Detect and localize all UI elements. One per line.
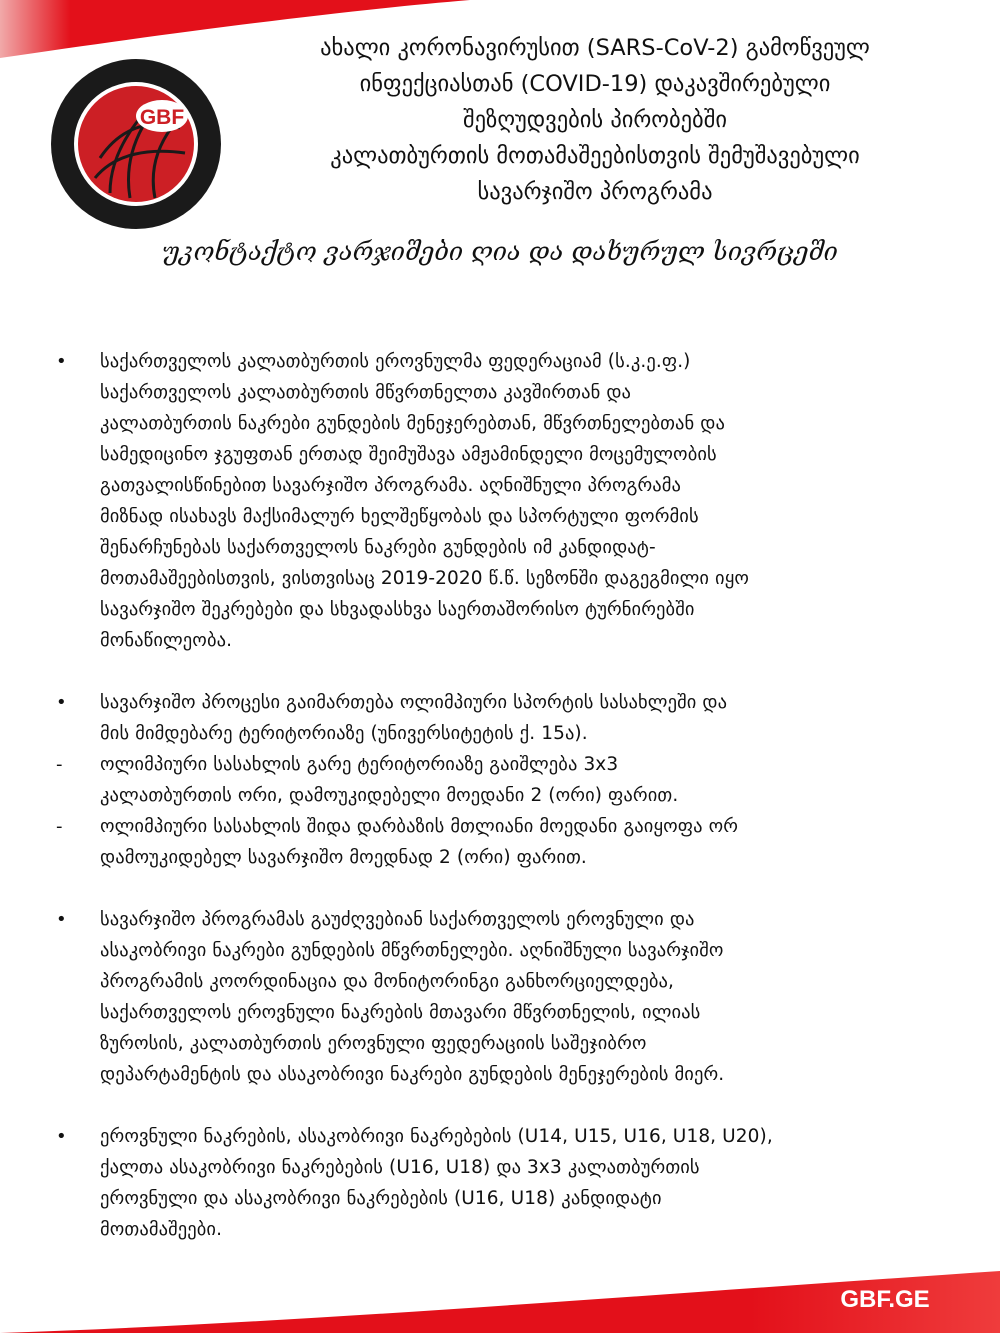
paragraph-text bbox=[100, 687, 956, 749]
bullet-paragraph bbox=[56, 346, 956, 656]
bullet-paragraph bbox=[56, 1121, 956, 1245]
paragraph-text bbox=[100, 749, 956, 811]
text-line: კალათბურთის ორი, დამოუკიდებელი მოედანი 2 (ორი) ფარით. bbox=[100, 785, 679, 806]
text-line: მოთამაშეებისთვის, ვისთვისაც 2019-2020 წ.წ. სეზონში დაგეგმილი იყო bbox=[100, 568, 750, 589]
text-line: სავარჯიშო შეკრებები და სხვადასხვა საერთაშორისო ტურნირებში bbox=[100, 599, 695, 620]
text-line: დეპარტამენტის და ასაკობრივი ნაკრები გუნდების მენეჯერების მიერ. bbox=[100, 1064, 725, 1085]
text-line: სავარჯიშო პროცესი გაიმართება ოლიმპიური სპორტის სასახლეში და bbox=[100, 692, 728, 713]
subtitle: უკონტაქტო ვარჯიშები ღია და დახურულ სივრცეში bbox=[162, 237, 838, 266]
title-line: კალათბურთის მოთამაშეებისთვის შემუშავებული bbox=[330, 143, 860, 169]
text-line: შენარჩუნებას საქართველოს ნაკრები გუნდების იმ კანდიდატ- bbox=[100, 537, 656, 558]
bullet-marker: • bbox=[56, 351, 67, 372]
dash-paragraph bbox=[56, 749, 956, 811]
dash-marker: - bbox=[56, 816, 63, 837]
bullet-marker: • bbox=[56, 909, 67, 930]
text-line: საქართველოს კალათბურთის ეროვნულმა ფედერაციამ (ს.კ.ე.ფ.) bbox=[100, 351, 691, 372]
text-line: დამოუკიდებელ სავარჯიშო მოედნად 2 (ორი) ფარით. bbox=[100, 847, 587, 868]
text-line: მის მიმდებარე ტერიტორიაზე (უნივერსიტეტის ქ. 15ა). bbox=[100, 723, 588, 744]
text-line: საქართველოს ეროვნული ნაკრების მთავარი მწვრთნელის, ილიას bbox=[100, 1002, 701, 1023]
bullet-marker: • bbox=[56, 1126, 67, 1147]
text-line: კალათბურთის ნაკრები გუნდების მენეჯერებთან, მწვრთნელებთან და bbox=[100, 413, 725, 434]
dash-marker: - bbox=[56, 754, 63, 775]
bullet-paragraph bbox=[56, 687, 956, 749]
text-line: ასაკობრივი ნაკრები გუნდების მწვრთნელები. აღნიშნული სავარჯიშო bbox=[100, 940, 724, 961]
title-line: შეზღუდვების პირობებში bbox=[462, 107, 727, 133]
paragraph-text bbox=[100, 811, 956, 873]
title-line: ახალი კორონავირუსით (SARS-CoV-2) გამოწვეულ bbox=[320, 35, 870, 61]
text-line: სამედიცინო ჯგუფთან ერთად შეიმუშავა ამჟამინდელი მოცემულობის bbox=[100, 444, 717, 465]
text-line: ეროვნული და ასაკობრივი ნაკრებების (U16, U18) კანდიდატი bbox=[100, 1188, 662, 1209]
text-line: ოლიმპიური სასახლის შიდა დარბაზის მთლიანი მოედანი გაიყოფა ორ bbox=[100, 816, 739, 837]
header-title bbox=[240, 30, 950, 210]
paragraph-text bbox=[100, 904, 956, 1090]
text-line: საქართველოს კალათბურთის მწვრთნელთა კავშირთან და bbox=[100, 382, 632, 403]
text-line: გათვალისწინებით სავარჯიშო პროგრამა. აღნიშნული პროგრამა bbox=[100, 475, 682, 496]
title-line: ინფექციასთან (COVID-19) დაკავშირებული bbox=[359, 71, 831, 97]
bullet-paragraph bbox=[56, 904, 956, 1090]
text-line: ქალთა ასაკობრივი ნაკრებების (U16, U18) და 3x3 კალათბურთის bbox=[100, 1157, 700, 1178]
document-body bbox=[56, 346, 956, 1276]
bullet-marker: • bbox=[56, 692, 67, 713]
text-line: სავარჯიშო პროგრამას გაუძღვებიან საქართველოს ეროვნული და bbox=[100, 909, 695, 930]
text-line: მიზნად ისახავს მაქსიმალურ ხელშეწყობას და სპორტული ფორმის bbox=[100, 506, 699, 527]
dash-paragraph bbox=[56, 811, 956, 873]
text-line: პროგრამის კოორდინაცია და მონიტორინგი განხორციელდება, bbox=[100, 971, 674, 992]
text-line: ზუროსის, კალათბურთის ეროვნული ფედერაციის საშეჯიბრო bbox=[100, 1033, 647, 1054]
text-line: მოთამაშეები. bbox=[100, 1219, 223, 1240]
paragraph-text bbox=[100, 346, 956, 656]
logo-monogram: GBF bbox=[139, 106, 185, 129]
text-line: ოლიმპიური სასახლის გარე ტერიტორიაზე გაიშლება 3x3 bbox=[100, 754, 619, 775]
text-line: ეროვნული ნაკრების, ასაკობრივი ნაკრებების (U14, U15, U16, U18, U20), bbox=[100, 1126, 773, 1147]
gbf-logo bbox=[50, 58, 222, 230]
title-line: სავარჯიშო პროგრამა bbox=[477, 179, 713, 205]
text-line: მონაწილეობა. bbox=[100, 630, 233, 651]
paragraph-text bbox=[100, 1121, 956, 1245]
footer-url[interactable]: GBF.GE bbox=[840, 1286, 930, 1313]
